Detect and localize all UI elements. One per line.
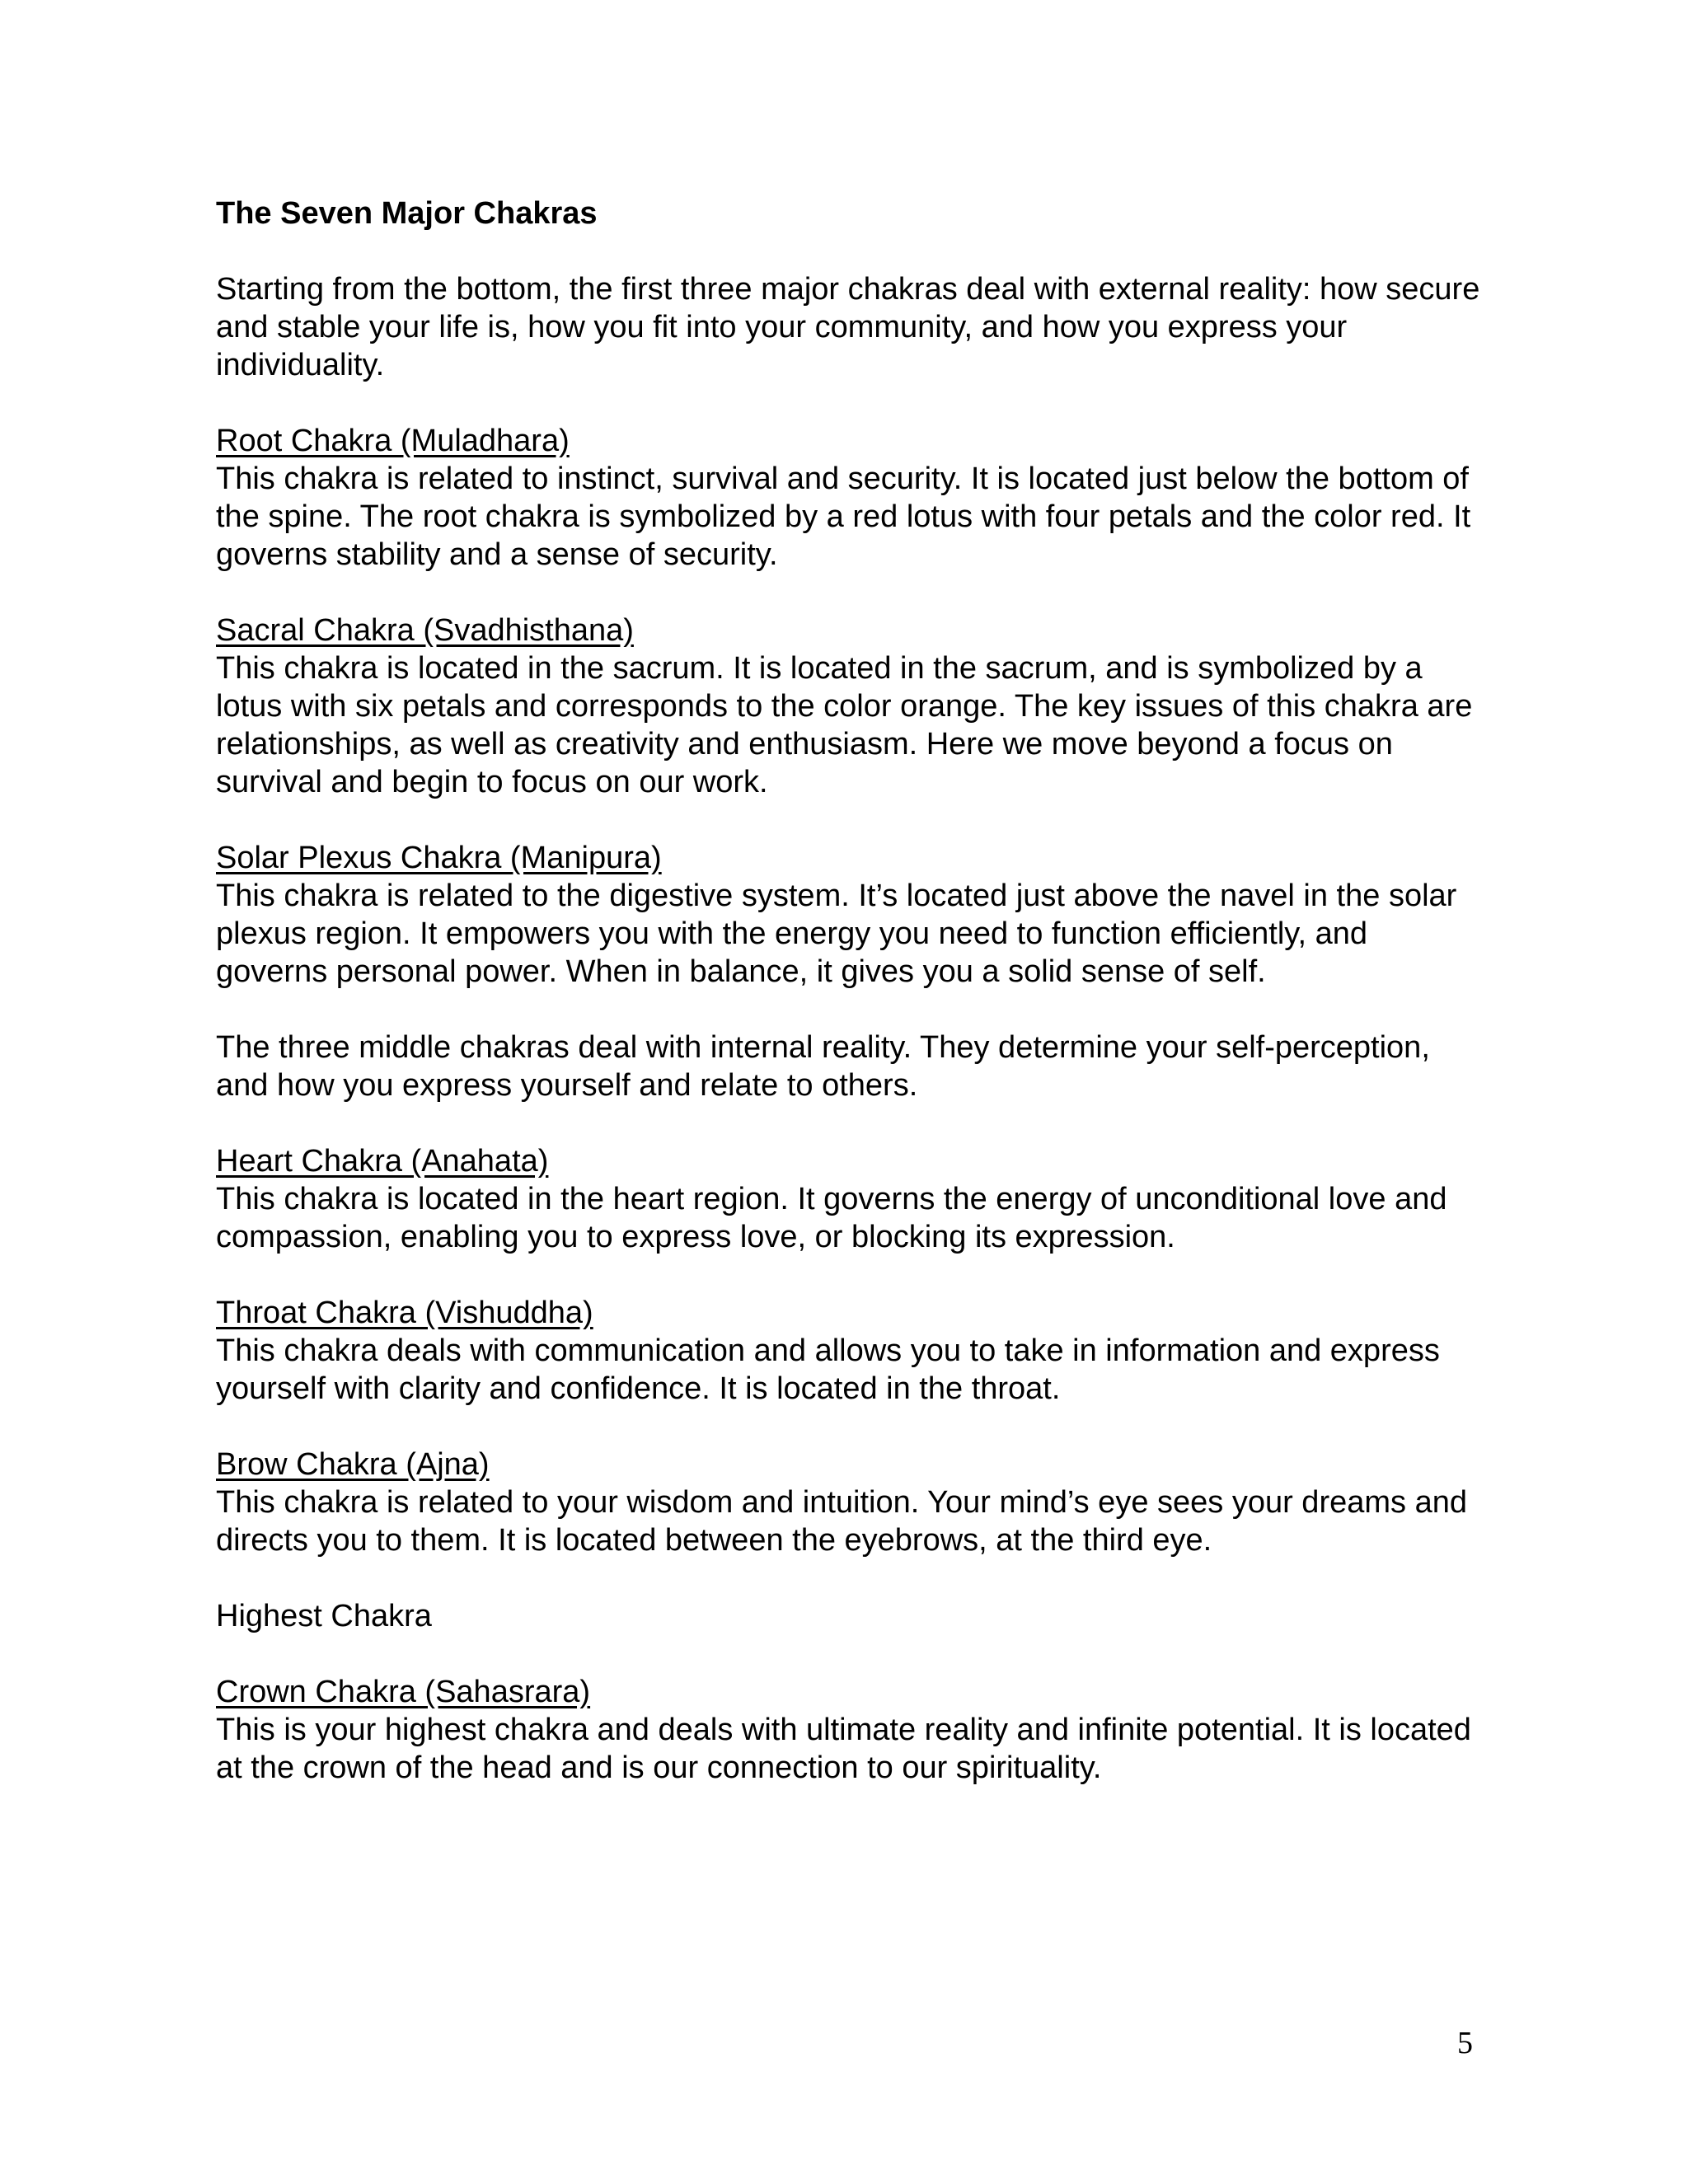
section-heading: Crown Chakra (Sahasrara): [216, 1675, 591, 1709]
section-heading: Solar Plexus Chakra (Manipura): [216, 841, 662, 875]
document-title: The Seven Major Chakras: [216, 196, 598, 231]
section-body: This chakra deals with communication and allows you to take in information and express yourself with clarity and confidence. It is located in the throat.: [216, 1333, 1440, 1406]
highest-chakra-label: Highest Chakra: [216, 1599, 432, 1633]
middle-intro-paragraph: The three middle chakras deal with internal reality. They determine your self-perception, and how you express yourself and relate to others.: [216, 1030, 1430, 1103]
section-body: This chakra is related to your wisdom and intuition. Your mind’s eye sees your dreams and directs you to them. It is located between the eyebrows, at the third eye.: [216, 1485, 1467, 1558]
section-body: This chakra is located in the heart region. It governs the energy of unconditional love and compassion, enabling you to express love, or blocking its expression.: [216, 1182, 1447, 1254]
section-heading: Root Chakra (Muladhara): [216, 424, 570, 458]
section-brow-chakra: [216, 1446, 1485, 1559]
section-root-chakra: [216, 422, 1485, 574]
page-number: 5: [1457, 2026, 1473, 2060]
section-heading: Heart Chakra (Anahata): [216, 1144, 549, 1179]
section-body: This chakra is related to instinct, survival and security. It is located just below the bottom of the spine. The root chakra is symbolized by a red lotus with four petals and the color red. It governs stability and a sense of security.: [216, 462, 1471, 572]
section-body: This is your highest chakra and deals with ultimate reality and infinite potential. It is located at the crown of the head and is our connection to our spirituality.: [216, 1713, 1471, 1785]
page-content: [216, 194, 1485, 1787]
section-heading: Throat Chakra (Vishuddha): [216, 1296, 593, 1330]
section-body: This chakra is related to the digestive system. It’s located just above the navel in the solar plexus region. It empowers you with the energy you need to function efficiently, and governs personal power. When in balance, it gives you a solid sense of self.: [216, 879, 1457, 989]
section-solar-plexus-chakra: [216, 839, 1485, 991]
section-crown-chakra: [216, 1673, 1485, 1787]
section-sacral-chakra: [216, 612, 1485, 801]
section-body: This chakra is located in the sacrum. It is located in the sacrum, and is symbolized by a lotus with six petals and corresponds to the color orange. The key issues of this chakra are relationships, as well as creativity and enthusiasm. Here we move beyond a focus on survival and begin to focus on our work.: [216, 651, 1473, 799]
section-heading: Sacral Chakra (Svadhisthana): [216, 613, 634, 648]
section-heart-chakra: [216, 1142, 1485, 1256]
section-heading: Brow Chakra (Ajna): [216, 1447, 490, 1482]
intro-paragraph: Starting from the bottom, the first three major chakras deal with external reality: how secure and stable your life is, how you fit into your community, and how you express your individuality.: [216, 272, 1480, 382]
section-throat-chakra: [216, 1294, 1485, 1408]
